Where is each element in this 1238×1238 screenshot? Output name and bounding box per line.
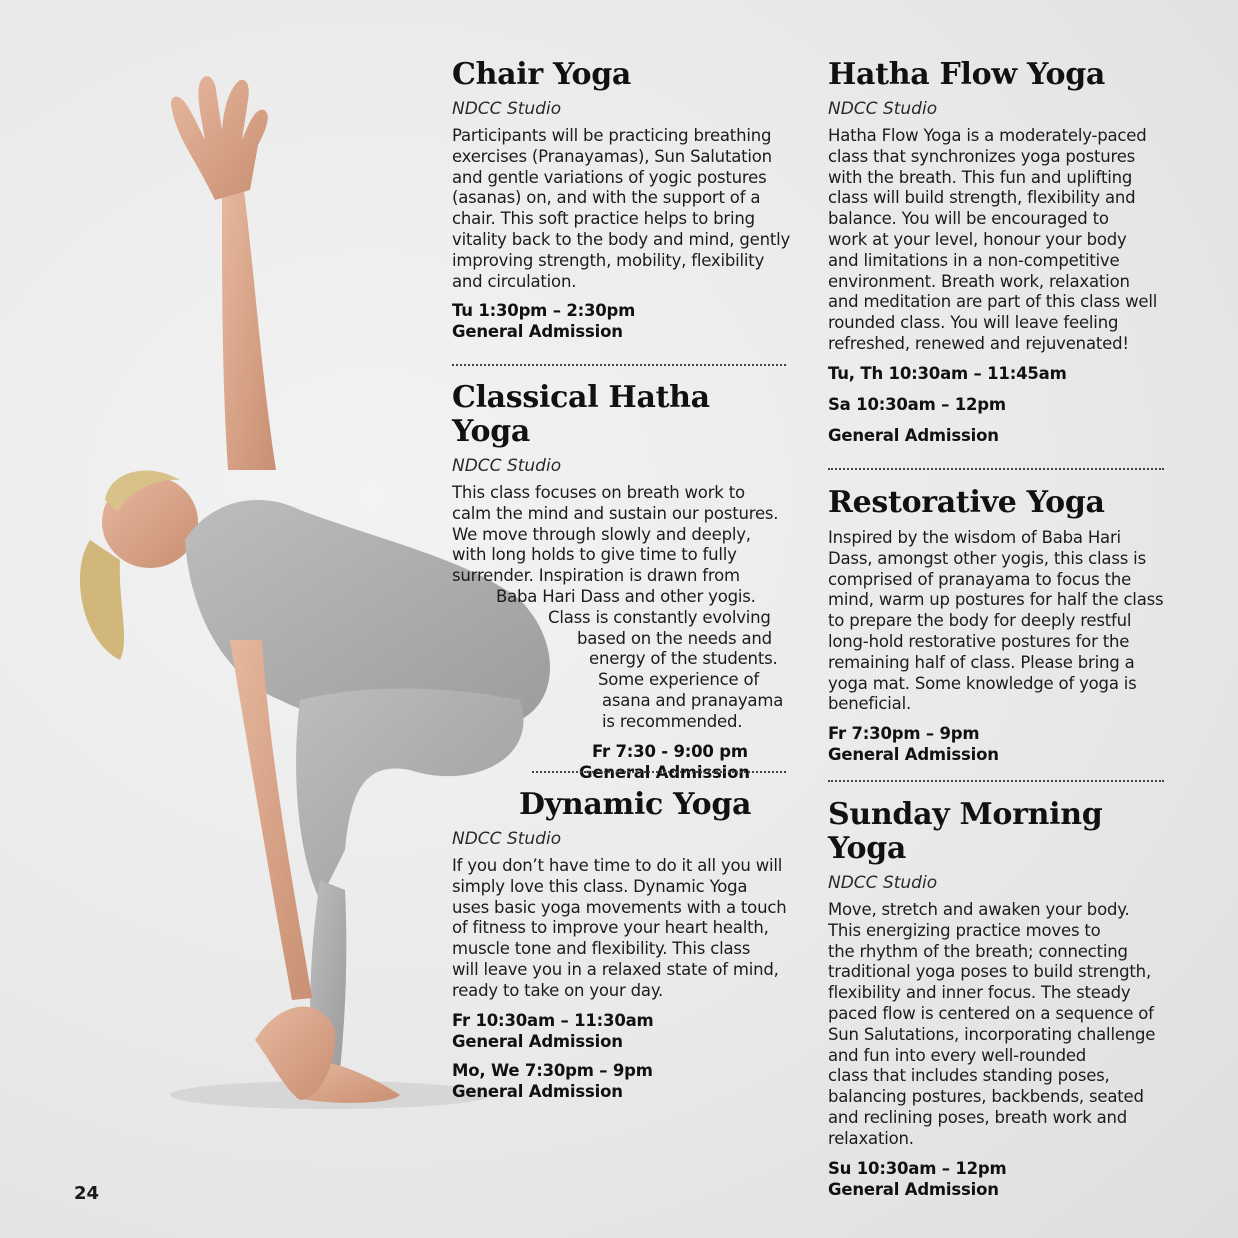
chair-yoga-title: Chair Yoga <box>452 57 632 92</box>
classical-hatha-time: Fr 7:30 - 9:00 pm <box>592 741 748 761</box>
dynamic-yoga-admission-1: General Admission <box>452 1031 623 1051</box>
chair-yoga-venue: NDCC Studio <box>452 99 562 119</box>
dynamic-yoga-venue: NDCC Studio <box>452 829 562 849</box>
chair-yoga-time: Tu 1:30pm – 2:30pm <box>452 301 636 321</box>
dynamic-yoga-schedule-1 <box>452 1010 792 1052</box>
dynamic-yoga-time-2: Mo, We 7:30pm – 9pm <box>452 1060 653 1080</box>
hatha-flow-description: Hatha Flow Yoga is a moderately-paced class that synchronizes yoga postures with the breath. This fun and uplifting class will build strength, flexibility and balance. You will be encouraged to work at your level, honour your body and limitations in a non-competitive environment. Breath work, relaxation and meditation are part of this class well rounded class. You will leave feeling refreshed, renewed and rejuvenated! <box>828 126 1158 353</box>
divider <box>828 468 1164 470</box>
classical-hatha-section <box>452 381 792 783</box>
hatha-flow-venue: NDCC Studio <box>828 99 938 119</box>
dynamic-yoga-admission-2: General Admission <box>452 1081 623 1101</box>
hatha-flow-section <box>828 58 1173 446</box>
sunday-morning-yoga-title: Sunday Morning Yoga <box>828 797 1103 866</box>
hatha-flow-title: Hatha Flow Yoga <box>828 57 1106 92</box>
sunday-morning-yoga-time: Su 10:30am – 12pm <box>828 1158 1007 1178</box>
page-number: 24 <box>74 1183 100 1204</box>
restorative-yoga-admission: General Admission <box>828 745 999 765</box>
classical-hatha-venue: NDCC Studio <box>452 456 562 476</box>
sunday-morning-yoga-section <box>828 798 1173 1200</box>
dynamic-yoga-title: Dynamic Yoga <box>519 787 752 822</box>
divider <box>532 771 786 773</box>
restorative-yoga-title: Restorative Yoga <box>828 485 1105 520</box>
classical-hatha-description: This class focuses on breath work to calm the mind and sustain our postures. We move through slowly and deeply, with long holds to give time to fully surrender. Inspiration is drawn from Baba Hari Dass and other yogis. Class is constantly evolving based on the needs and energy of the students. Some experience of asana and pranayama is recommended. <box>452 483 784 731</box>
sunday-morning-yoga-venue: NDCC Studio <box>828 873 938 893</box>
restorative-yoga-schedule <box>828 723 1173 765</box>
dynamic-yoga-section <box>452 788 792 1102</box>
chair-yoga-description: Participants will be practicing breathing exercises (Pranayamas), Sun Salutation and gentle variations of yogic postures (asanas) on, and with the support of a chair. This soft practice helps to bring vitality back to the body and mind, gently improving strength, mobility, flexibility and circulation. <box>452 126 791 291</box>
chair-yoga-schedule <box>452 300 792 342</box>
hatha-flow-time-2: Sa 10:30am – 12pm <box>828 394 1006 414</box>
classical-hatha-title: Classical Hatha Yoga <box>452 380 710 449</box>
sunday-morning-yoga-schedule <box>828 1158 1173 1200</box>
classical-hatha-admission: General Admission <box>579 762 750 782</box>
hatha-flow-time-1: Tu, Th 10:30am – 11:45am <box>828 363 1067 383</box>
sunday-morning-yoga-admission: General Admission <box>828 1179 999 1199</box>
hatha-flow-admission: General Admission <box>828 425 999 445</box>
dynamic-yoga-description: If you don’t have time to do it all you will simply love this class. Dynamic Yoga uses basic yoga movements with a touch of fitness to improve your heart health, muscle tone and flexibility. This class will leave you in a relaxed state of mind, ready to take on your day. <box>452 856 787 1000</box>
divider <box>452 364 786 366</box>
restorative-yoga-description: Inspired by the wisdom of Baba Hari Dass, amongst other yogis, this class is comprised of pranayama to focus the mind, warm up postures for half the class to prepare the body for deeply restful long-hold restorative postures for the remaining half of class. Please bring a yoga mat. Some knowledge of yoga is beneficial. <box>828 528 1164 714</box>
restorative-yoga-time: Fr 7:30pm – 9pm <box>828 724 980 744</box>
classical-hatha-schedule <box>452 741 792 783</box>
dynamic-yoga-schedule-2 <box>452 1060 792 1102</box>
restorative-yoga-section <box>828 486 1173 765</box>
divider <box>828 780 1164 782</box>
chair-yoga-admission: General Admission <box>452 322 623 342</box>
dynamic-yoga-time-1: Fr 10:30am – 11:30am <box>452 1010 654 1030</box>
chair-yoga-section <box>452 58 792 342</box>
sunday-morning-yoga-description: Move, stretch and awaken your body. This energizing practice moves to the rhythm of the breath; connecting traditional yoga poses to build strength, flexibility and inner focus. The steady paced flow is centered on a sequence of Sun Salutations, incorporating challenge and fun into every well-rounded class that includes standing poses, balancing postures, backbends, seated and reclining poses, breath work and relaxation. <box>828 900 1156 1148</box>
